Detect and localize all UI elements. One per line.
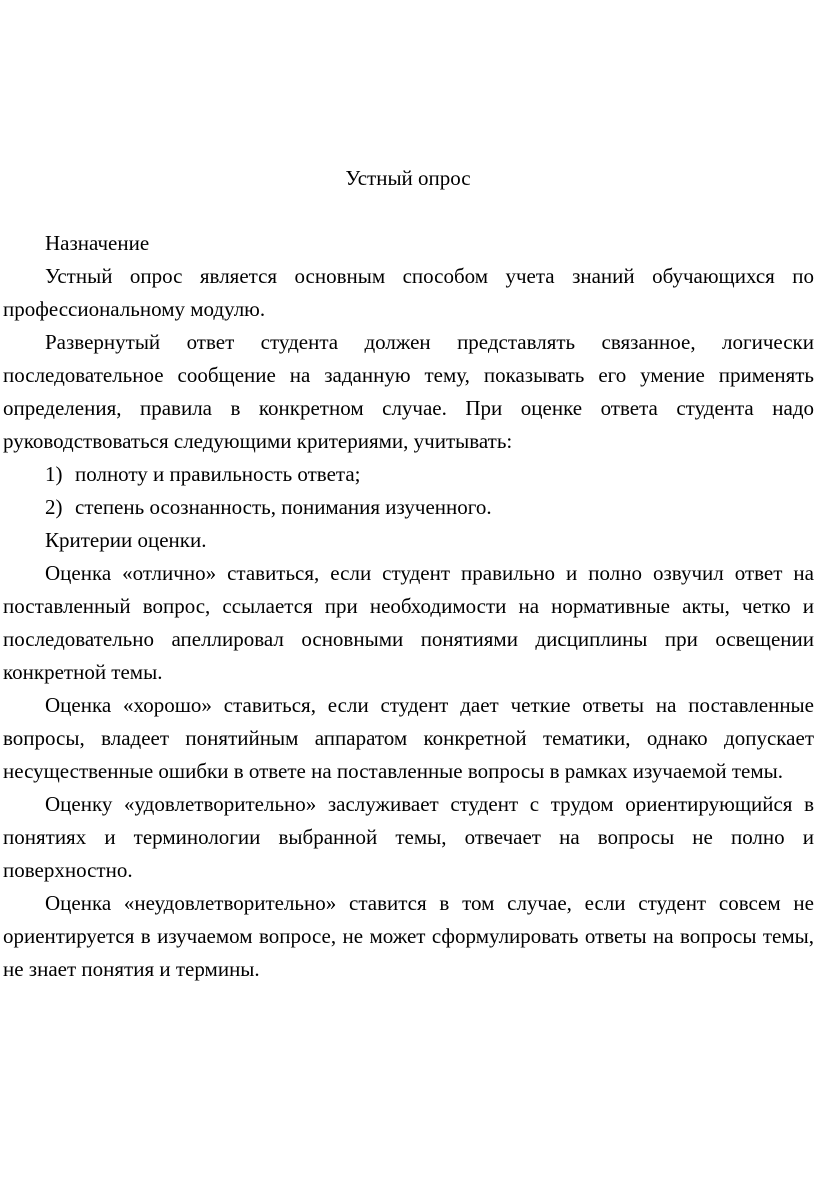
document-title: Устный опрос [345, 166, 471, 190]
section-heading: Назначение [45, 231, 150, 255]
list-item-number: 2) [45, 495, 63, 519]
list-item-number: 1) [45, 462, 63, 486]
paragraph-grade-unsatisfactory: Оценка «неудовлетворительно» ставится в том случае, если студент совсем не ориентируется в изучаемом вопросе, не может сформулировать ответы на вопросы темы, не знает понятия и термины. [3, 891, 814, 981]
document-body [3, 227, 814, 986]
paragraph-grade-good: Оценка «хорошо» ставиться, если студент дает четкие ответы на поставленные вопросы, владеет понятийным аппаратом конкретной тематики, однако допускает несущественные ошибки в ответе на поставленные вопросы в рамках изучаемой темы. [3, 693, 814, 783]
list-item [3, 458, 814, 491]
criteria-heading: Критерии оценки. [45, 528, 207, 552]
paragraph-purpose: Устный опрос является основным способом учета знаний обучающихся по профессиональному модулю. [3, 264, 814, 321]
paragraph-answer-requirements: Развернутый ответ студента должен представлять связанное, логически последовательное сообщение на заданную тему, показывать его умение применять определения, правила в конкретном случае. При оценке ответа студента надо руководствоваться следующими критериями, учитывать: [3, 330, 814, 453]
paragraph-grade-excellent: Оценка «отлично» ставиться, если студент правильно и полно озвучил ответ на поставленный вопрос, ссылается при необходимости на нормативные акты, четко и последовательно апеллировал основными понятиями дисциплины при освещении конкретной темы. [3, 561, 814, 684]
list-item-text: степень осознанность, понимания изученного. [75, 495, 492, 519]
list-item [3, 491, 814, 524]
paragraph-grade-satisfactory: Оценку «удовлетворительно» заслуживает студент с трудом ориентирующийся в понятиях и терминологии выбранной темы, отвечает на вопросы не полно и поверхностно. [3, 792, 814, 882]
list-item-text: полноту и правильность ответа; [75, 462, 361, 486]
